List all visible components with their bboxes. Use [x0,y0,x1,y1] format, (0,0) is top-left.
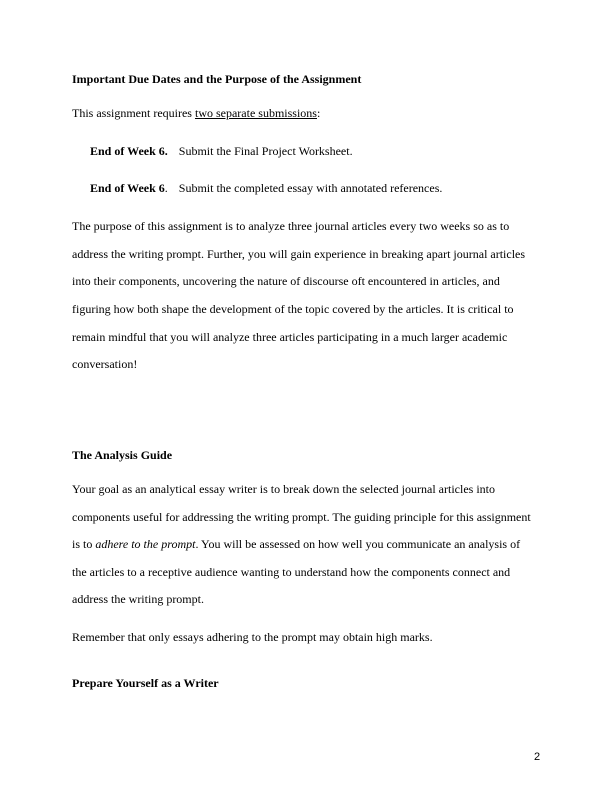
submissions-intro [72,106,320,120]
section-heading-analysis-guide: The Analysis Guide [72,448,173,462]
intro-underlined-text: two separate submissions [194,106,317,120]
due-item-2 [90,181,442,195]
purpose-line: The purpose of this assignment is to analyze three journal articles every two weeks so as to [72,219,510,233]
due-item-label: End of Week 6. [90,144,168,158]
analysis-line: Your goal as an analytical essay writer is to break down the selected journal articles into [72,482,495,496]
section-heading-due-dates: Important Due Dates and the Purpose of the Assignment [72,72,362,86]
analysis-text: . You will be assessed on how well you communicate an analysis of [195,537,521,551]
analysis-line: components useful for addressing the writing prompt. The guiding principle for this assignment [72,510,531,524]
due-item-1 [90,144,353,158]
analysis-line: the articles to a receptive audience wanting to understand how the components connect and [72,565,511,579]
purpose-line: remain mindful that you will analyze three articles participating in a much larger academic [72,330,508,344]
intro-text: This assignment requires [72,106,195,120]
analysis-text: is to [72,537,96,551]
page-number: 2 [534,751,541,763]
section-heading-prepare-writer: Prepare Yourself as a Writer [72,676,219,690]
due-item-text: Submit the completed essay with annotated references. [178,181,443,195]
due-item-text: Submit the Final Project Worksheet. [178,144,353,158]
analysis-line: address the writing prompt. [72,592,204,606]
purpose-line: into their components, uncovering the nature of discourse oft encountered in articles, and [72,274,500,288]
purpose-line: figuring how both shape the development of the topic covered by the articles. It is critical to [72,302,514,316]
purpose-line: conversation! [72,357,138,371]
intro-colon: : [316,106,321,120]
reminder-text: Remember that only essays adhering to the prompt may obtain high marks. [72,630,433,644]
due-item-label: End of Week 6 [90,181,165,195]
due-item-label-suffix: . [164,181,168,195]
analysis-italic-text: adhere to the prompt [95,537,196,551]
analysis-line [72,537,520,551]
purpose-line: address the writing prompt. Further, you will gain experience in breaking apart journal articles [72,247,526,261]
